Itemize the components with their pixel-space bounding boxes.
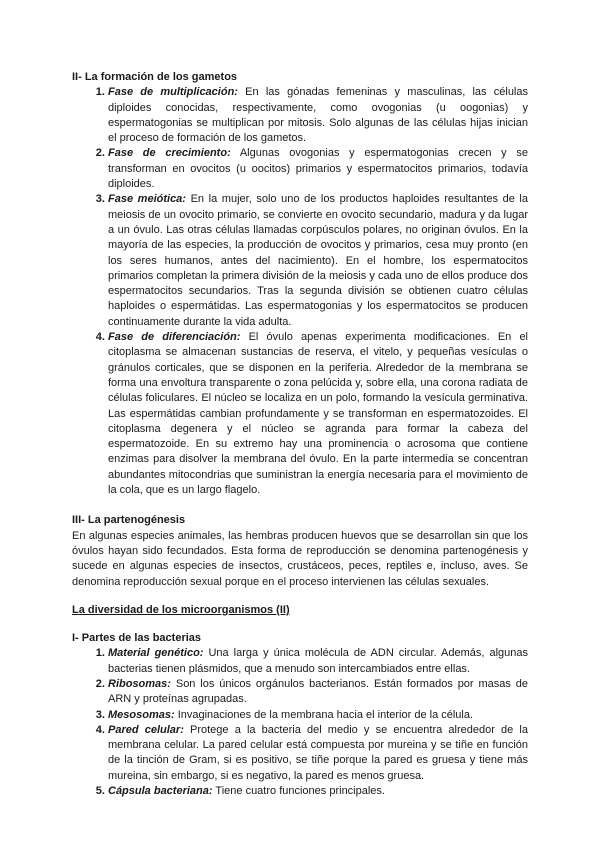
list-item <box>108 784 528 799</box>
item-term: Fase de diferenciación: <box>108 331 241 344</box>
item-text: En la mujer, solo uno de los productos haploides resultantes de la meiosis de un ovocito primario, se convierte en ovocito secundario, madura y da lugar a un óvulo. Las otras células llamadas corpúsculos polares, no originan óvulos. En la mayoría de las especies, la producción de ovocitos y primarios, cesa muy pronto (en los seres humanos, antes del nacimiento). En el hombre, los espermatocitos primarios completan la primera división de la meiosis y cada uno de ellos produce dos espermatocitos secundarios. Tras la segunda división se obtienen cuatro células haploides o espermátidas. Las espermatogonias y los espermatocitos se producen continuamente durante la vida adulta. <box>108 193 528 328</box>
item-text: Una larga y única molécula de ADN circular. Además, algunas bacterias tienen plásmidos, que a menudo son intercambiados entre ellas. <box>108 647 528 675</box>
list-item <box>108 85 528 146</box>
section-heading-gametos: II- La formación de los gametos <box>72 71 238 83</box>
section-heading-partenogenesis: III- La partenogénesis <box>72 514 186 527</box>
item-term: Fase de crecimiento: <box>108 147 231 160</box>
item-text: Algunas ovogonias y espermatogonias crecen y se transforman en ovocitos (u oocitos) primarios y espermatocitos primarios, todavía diploides. <box>108 147 528 191</box>
document-page <box>72 70 528 799</box>
list-item <box>108 677 528 708</box>
item-term: Material genético: <box>108 647 204 660</box>
list-item <box>108 723 528 784</box>
item-term: Ribosomas: <box>108 677 171 690</box>
item-text: Son los únicos orgánulos bacterianos. Están formados por masas de ARN y proteínas agrupadas. <box>108 677 528 706</box>
page-title-microorganismos: La diversidad de los microorganismos (II) <box>72 603 290 616</box>
item-text: El óvulo apenas experimenta modificaciones. En el citoplasma se almacenan sustancias de reserva, el vitelo, y pequeñas vesículas o gránulos corticales, que se disponen en la periferia. Alrededor de la membrana se forma una envoltura transparente o zona pelúcida y, sobre ella, una corona radiata de células foliculares. El núcleo se localiza en un polo, formando la vesícula germinativa. Las espermátidas cambian profundamente y se transforman en espermatozoides. El citoplasma degenera y el núcleo se agranda para formar la cabeza del espermatozoide. En su extremo hay una prominencia o acrosoma que contiene enzimas para disolver la membrana del óvulo. En la parte intermedia se concentran abundantes mitocondrias que suministran la energía necesaria para el movimiento de la cola, que es un largo flagelo. <box>108 331 529 497</box>
item-text: Tiene cuatro funciones principales. <box>212 785 385 798</box>
list-item <box>108 708 528 723</box>
item-term: Mesosomas: <box>108 708 175 721</box>
item-term: Fase meiótica: <box>108 193 186 206</box>
bacterias-list <box>72 646 528 799</box>
partenogenesis-paragraph: En algunas especies animales, las hembras producen huevos que se desarrollan sin que los óvulos hayan sido fecundados. Esta forma de reproducción se denomina partenogénesis y sucede en algunas especies de insectos, crustáceos, peces, reptiles e, incluso, aves. Se denomina reproducción sexual porque en el proceso intervienen las células sexuales. <box>72 529 528 588</box>
section-heading-bacterias: I- Partes de las bacterias <box>72 632 202 645</box>
list-item <box>108 646 528 677</box>
list-item <box>108 330 528 498</box>
item-term: Pared celular: <box>108 723 184 736</box>
gametos-list <box>72 85 528 498</box>
item-term: Fase de multiplicación: <box>108 86 238 99</box>
item-text: En las gónadas femeninas y masculinas, las células diploides conocidas, respectivamente, como ovogonias (u oogonias) y espermatogonias se multiplican por mitosis. Solo algunas de las células hijas inician el proceso de formación de los gametos. <box>108 86 528 145</box>
item-text: Invaginaciones de la membrana hacia el interior de la célula. <box>174 708 474 721</box>
list-item <box>108 146 528 192</box>
item-term: Cápsula bacteriana: <box>108 785 213 798</box>
item-text: Protege a la bacteria del medio y se encuentra alrededor de la membrana celular. La pared celular está compuesta por mureina y se tiñe en función de la tinción de Gram, si es positivo, se tiñe porque la pared es gruesa y tiene más mureina, sin embargo, si es negativo, la pared es menos gruesa. <box>108 723 528 782</box>
list-item <box>108 192 528 330</box>
